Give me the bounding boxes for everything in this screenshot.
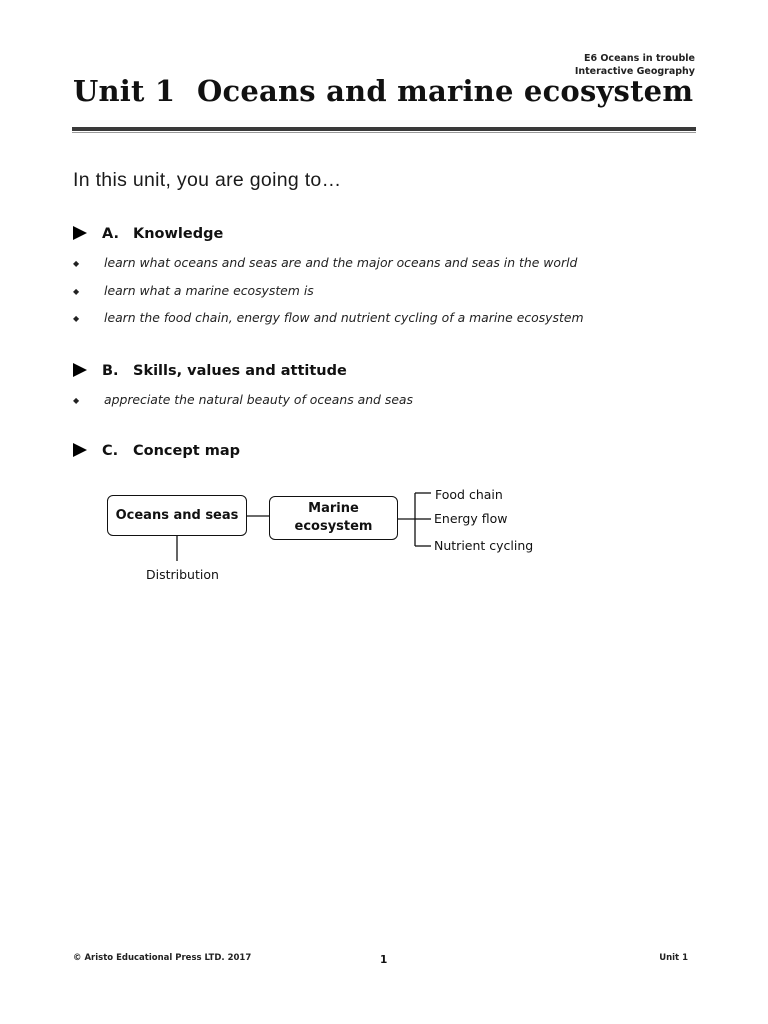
list-item-text: appreciate the natural beauty of oceans and seas: [104, 392, 413, 407]
footer-copyright: © Aristo Educational Press LTD. 2017: [73, 953, 252, 963]
diamond-bullet-icon: ◆: [73, 314, 80, 323]
concept-box-marine-ecosystem: [269, 496, 398, 540]
concept-label-nutrient-cycling: Nutrient cycling: [434, 538, 534, 553]
concept-box-label-line1: Marine: [308, 501, 359, 516]
list-item-text: learn what oceans and seas are and the major oceans and seas in the world: [104, 255, 578, 270]
intro-text: In this unit, you are going to…: [73, 169, 342, 191]
section-letter: B.: [102, 363, 119, 379]
list-item-text: learn the food chain, energy flow and nutrient cycling of a marine ecosystem: [104, 310, 584, 325]
header-line-series: Interactive Geography: [574, 66, 695, 77]
unit-number: Unit 1: [73, 74, 176, 108]
section-letter: C.: [102, 443, 119, 459]
concept-label-food-chain: Food chain: [435, 487, 503, 502]
footer-unit: Unit 1: [659, 953, 688, 963]
concept-label-distribution: Distribution: [146, 567, 219, 582]
section-title: Concept map: [133, 443, 240, 459]
section-title: Skills, values and attitude: [133, 363, 347, 379]
header-line-course: E6 Oceans in trouble: [583, 53, 695, 64]
diamond-bullet-icon: ◆: [73, 259, 80, 268]
page-number: 1: [380, 954, 388, 966]
section-letter: A.: [102, 226, 119, 242]
concept-label-energy-flow: Energy flow: [434, 511, 508, 526]
concept-box-label-line2: ecosystem: [294, 519, 373, 534]
unit-title: Oceans and marine ecosystem: [197, 74, 694, 108]
diamond-bullet-icon: ◆: [73, 396, 80, 405]
list-item-text: learn what a marine ecosystem is: [104, 283, 314, 298]
concept-box-label: Oceans and seas: [115, 507, 239, 523]
concept-box-oceans-and-seas: [107, 495, 247, 536]
section-title: Knowledge: [133, 226, 224, 242]
diamond-bullet-icon: ◆: [73, 287, 80, 296]
